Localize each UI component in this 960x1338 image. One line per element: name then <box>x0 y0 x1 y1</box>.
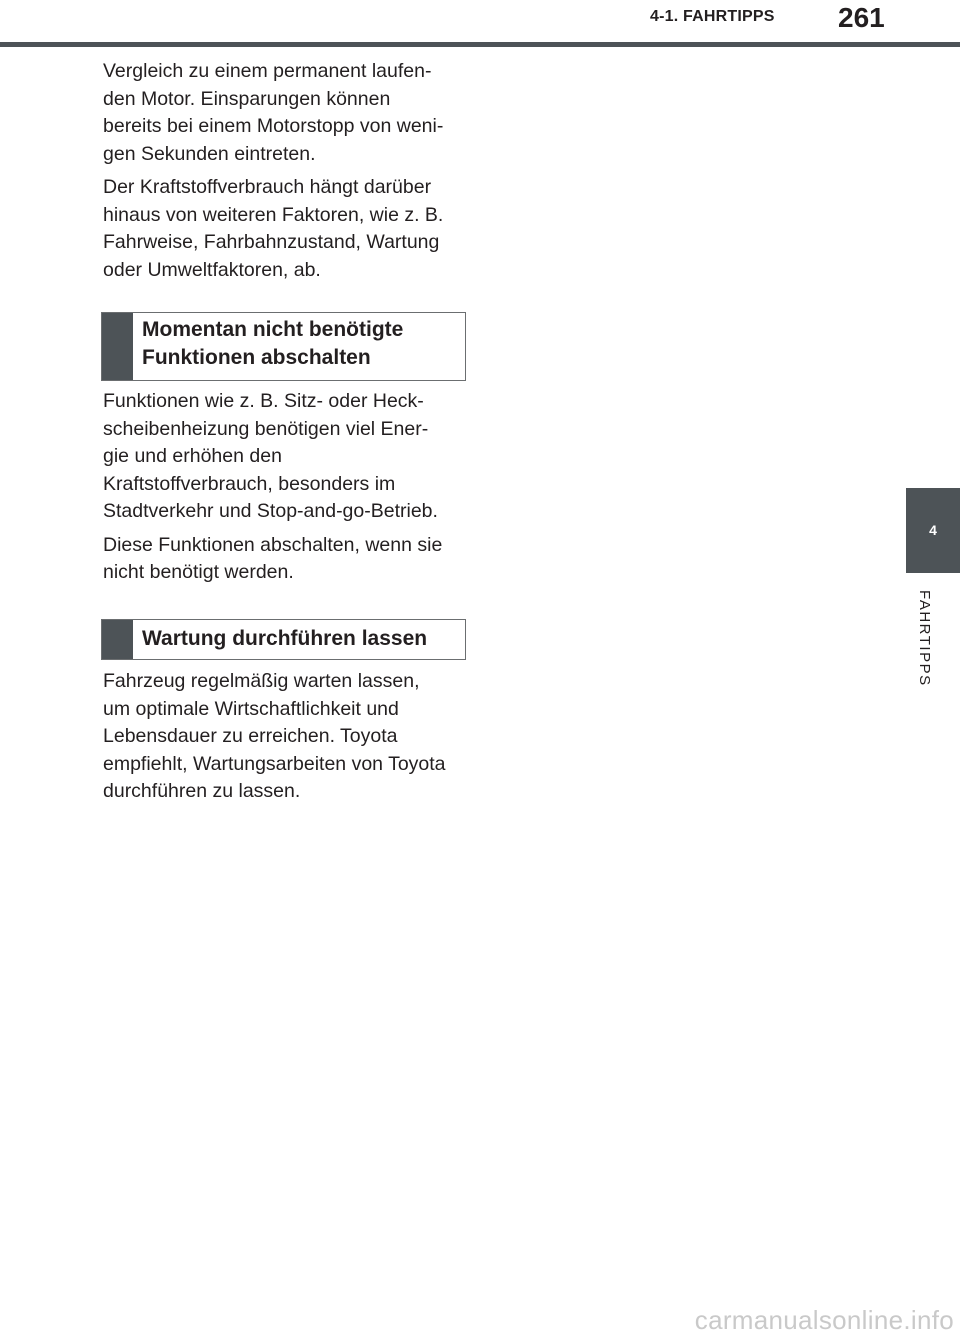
text-line: um optimale Wirtschaftlichkeit und <box>103 697 399 720</box>
text-line: Diese Funktionen abschalten, wenn sie <box>103 533 443 556</box>
section-title: 4-1. FAHRTIPPS <box>650 8 775 25</box>
heading-line: Momentan nicht benötigte <box>142 318 404 341</box>
heading-accent-bar <box>102 313 133 380</box>
maintenance-paragraph <box>103 668 468 806</box>
maintenance-text-block <box>103 668 468 806</box>
intro-text-block <box>103 58 468 284</box>
text-line: gie und erhöhen den <box>103 445 282 467</box>
heading-accent-bar <box>102 620 133 659</box>
text-line: empfiehlt, Wartungsarbeiten von Toyota <box>103 752 446 775</box>
text-line: Stadtverkehr und Stop-and-go-Betrieb. <box>103 500 438 522</box>
text-line: bereits bei einem Motorstopp von weni- <box>103 115 444 137</box>
text-line: Fahrweise, Fahrbahnzustand, Wartung <box>103 231 440 253</box>
text-line: Lebensdauer zu erreichen. Toyota <box>103 725 398 747</box>
text-line: Der Kraftstoffverbrauch hängt darüber <box>103 176 432 198</box>
switch-off-paragraph <box>103 532 468 587</box>
text-line: oder Umweltfaktoren, ab. <box>103 258 321 281</box>
text-line: Kraftstoffverbrauch, besonders im <box>103 472 396 495</box>
text-line: hinaus von weiteren Faktoren, wie z. B. <box>103 203 444 226</box>
text-line: durchführen zu lassen. <box>103 780 301 802</box>
header-divider <box>0 42 960 47</box>
functions-paragraph <box>103 388 468 526</box>
text-line: Funktionen wie z. B. Sitz- oder Heck- <box>103 390 424 412</box>
page-number: 261 <box>838 2 885 33</box>
functions-text-block <box>103 388 468 587</box>
fuel-consumption-paragraph <box>103 174 468 284</box>
text-line: scheibenheizung benötigen viel Ener- <box>103 417 429 440</box>
section-heading-text: Wartung durchführen lassen <box>142 627 428 650</box>
text-line: nicht benötigt werden. <box>103 561 294 583</box>
heading-line: Funktionen abschalten <box>142 346 371 369</box>
section-heading-text <box>142 316 459 372</box>
chapter-tab: 4 <box>906 488 960 573</box>
text-line: den Motor. Einsparungen können <box>103 87 391 110</box>
text-line: Vergleich zu einem permanent laufen- <box>103 60 432 82</box>
text-line: gen Sekunden eintreten. <box>103 142 316 165</box>
section-heading-functions <box>101 312 466 381</box>
watermark-text: carmanualsonline.info <box>694 1305 954 1335</box>
text-line: Fahrzeug regelmäßig warten lassen, <box>103 670 420 692</box>
chapter-tab-label: FAHRTIPPS <box>916 590 933 687</box>
section-heading-maintenance <box>101 619 466 660</box>
intro-paragraph <box>103 58 468 168</box>
